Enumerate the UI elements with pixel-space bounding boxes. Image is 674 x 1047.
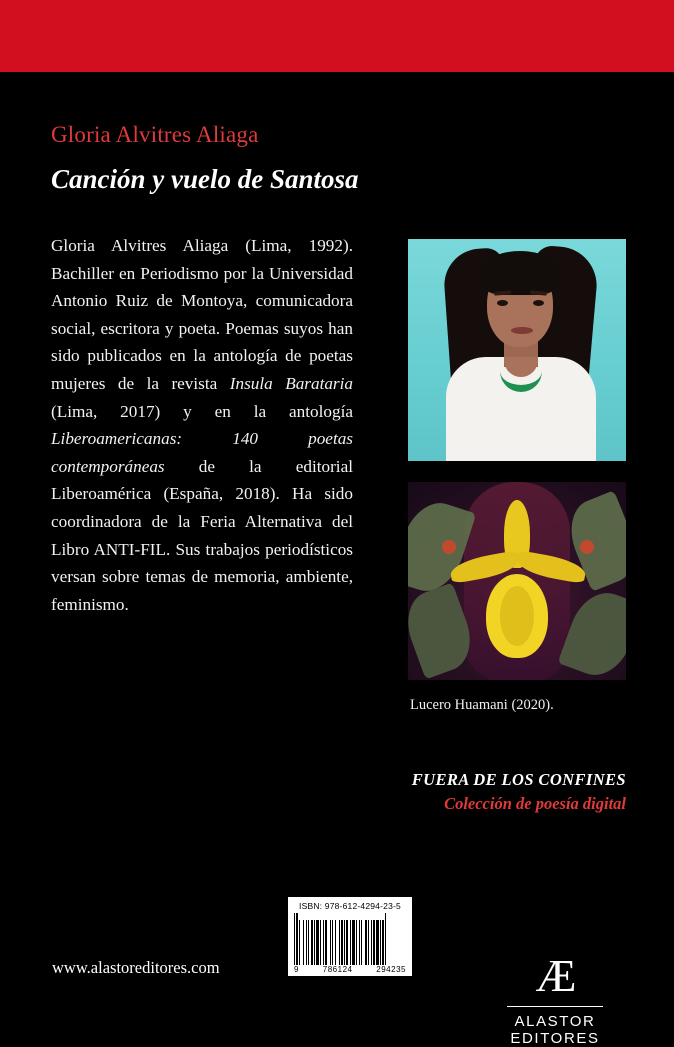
- author-portrait-photo: [408, 239, 626, 461]
- bio-italic-insula-barataria: Insula Barataria: [229, 373, 353, 393]
- barcode-digits: [292, 965, 408, 974]
- collection-subtitle: Colección de poesía digital: [444, 794, 626, 813]
- author-name: Gloria Alvitres Aliaga: [51, 122, 259, 147]
- logo-divider: [507, 1006, 603, 1007]
- artwork-flower-lip-shade: [500, 586, 534, 646]
- book-title: Canción y vuelo de Santosa: [51, 164, 359, 194]
- bio-text-part-2: (Lima, 2017) y en la antología: [51, 401, 353, 421]
- publisher-logo: [470, 952, 640, 1047]
- yellow-orchid-painting: [408, 482, 626, 680]
- artwork-red-dot: [580, 540, 594, 554]
- barcode-digit-left: 9: [294, 965, 299, 974]
- bio-italic-liberoamericanas: Liberoamericanas: 140 poetas contemporáneas: [51, 429, 353, 476]
- bio-text-part-3: de la editorial Liberoamérica (España, 2018). Ha sido coordinadora de la Feria Alternativa del Libro ANTI-FIL. Sus trabajos periodísticos versan sobre temas de memoria, ambiente, feminismo.: [51, 456, 353, 614]
- back-cover-page: [0, 72, 674, 1047]
- isbn-barcode-block: [288, 897, 412, 976]
- barcode-digit-right: 294235: [376, 965, 406, 974]
- top-red-band: [0, 0, 674, 72]
- barcode-bars: [292, 913, 408, 965]
- artwork-red-dot: [442, 540, 456, 554]
- barcode-digit-mid: 786124: [322, 965, 353, 974]
- bio-text-part-1: Gloria Alvitres Aliaga (Lima, 1992). Bachiller en Periodismo por la Universidad Antonio Ruiz de Montoya, comunicadora social, escritora y poeta. Poemas suyos han sido publicados en la antología de poetas mujeres de la revista: [51, 236, 353, 393]
- photo-hair-top: [480, 251, 560, 295]
- author-biography: [51, 232, 353, 618]
- collection-block: [408, 770, 626, 814]
- publisher-name: ALASTOR EDITORES: [510, 1013, 600, 1047]
- publisher-website[interactable]: www.alastoreditores.com: [52, 958, 220, 977]
- photo-eye-right: [533, 300, 544, 306]
- photo-mouth: [511, 327, 533, 334]
- isbn-label: ISBN: 978-612-4294-23-5: [299, 901, 401, 911]
- collection-series-name: FUERA DE LOS CONFINES: [411, 770, 626, 789]
- photo-eye-left: [497, 300, 508, 306]
- publisher-monogram-icon: Æ: [535, 950, 575, 1001]
- artwork-caption: Lucero Huamani (2020).: [410, 697, 554, 713]
